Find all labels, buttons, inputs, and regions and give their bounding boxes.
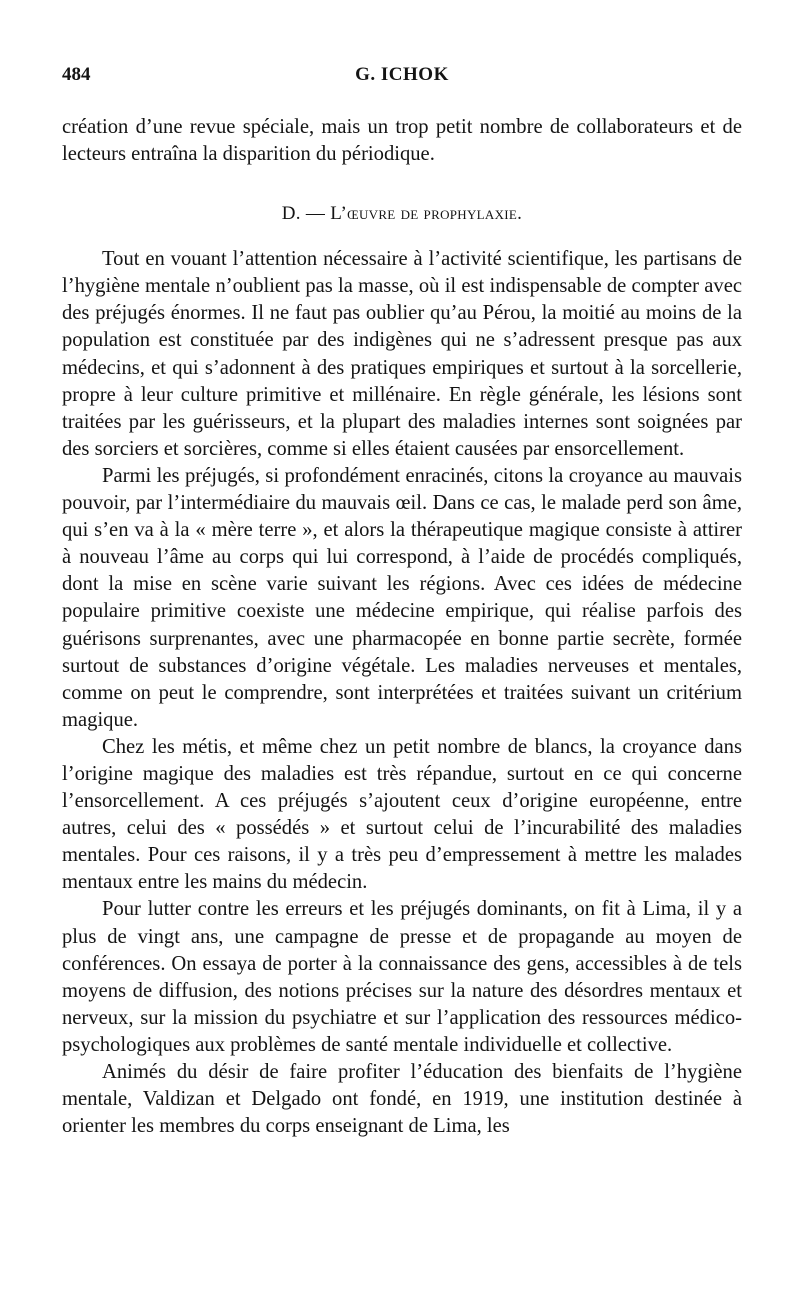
body-paragraph-institution: Animés du désir de faire profiter l’éducation des bienfaits de l’hygiène mentale, Valdizan et Delgado ont fondé, en 1919, une institution destinée à orienter les membres du corps enseignant de Lima, les: [62, 1061, 742, 1138]
section-title: L’œuvre de prophylaxie.: [330, 203, 523, 225]
continued-paragraph: création d’une revue spéciale, mais un trop petit nombre de collaborateurs et de lecteurs entraîna la disparition du périodique.: [62, 116, 742, 166]
running-head: [62, 64, 742, 94]
body-paragraph-prejuges: Parmi les préjugés, si profondément enracinés, citons la croyance au mauvais pouvoir, par l’intermédiaire du mauvais œil. Dans ce cas, le malade perd son âme, qui s’en va à la « mère terre », et alors la thérapeutique magique consiste à attirer à nouveau l’âme au corps qui lui correspond, à l’aide de procédés compliqués, dont la mise en scène varie suivant les régions. Avec ces idées de médecine populaire primitive coexiste une médecine empirique, qui réalise parfois des guérisons surprenantes, avec une pharmacopée en bonne partie secrète, formée surtout de substances d’origine végétale. Les maladies nerveuses et mentales, comme on peut le comprendre, sont interprétées et traitées suivant un critérium magique.: [62, 464, 742, 731]
running-head-author: G. ICHOK: [355, 64, 449, 85]
section-dash: —: [305, 203, 326, 225]
section-letter: D.: [281, 203, 301, 225]
section-heading: [62, 202, 742, 226]
body-paragraph-campagne: Pour lutter contre les erreurs et les préjugés dominants, on fit à Lima, il y a plus de vingt ans, une campagne de presse et de propagande au moyen de conférences. On essaya de porter à la connaissance des gens, accessibles à de tels moyens de diffusion, des notions précises sur la nature des désordres mentaux et nerveux, sur la mission du psychiatre et sur l’application des ressources médico-psychologiques aux problèmes de santé mentale individuelle et collective.: [62, 898, 742, 1056]
book-page: [62, 64, 742, 1140]
body-paragraph-metis: Chez les métis, et même chez un petit nombre de blancs, la croyance dans l’origine magique des maladies est très répandue, surtout en ce qui concerne l’ensorcellement. A ces préjugés s’ajoutent ceux d’origine européenne, entre autres, celui des « possédés » et surtout celui de l’incurabilité des maladies mentales. Pour ces raisons, il y a très peu d’empressement à mettre les malades mentaux entre les mains du médecin.: [62, 735, 742, 894]
body-paragraph-prophylaxie: Tout en vouant l’attention nécessaire à l’activité scientifique, les partisans de l’hygiène mentale n’oublient pas la masse, où il est indispensable de compter avec des préjugés énormes. Il ne faut pas oublier qu’au Pérou, la moitié au moins de la population est constituée par des indigènes qui ne s’adressent presque pas aux médecins, et qui s’adonnent à des pratiques empiriques et surtout à la sorcellerie, propre à leur culture primitive et millénaire. En règle générale, les lésions sont traitées par les guérisseurs, et la plupart des maladies internes sont soignées par des sorciers et sorcières, comme si elles étaient causées par ensorcellement.: [62, 248, 742, 460]
page-number: 484: [62, 64, 91, 85]
